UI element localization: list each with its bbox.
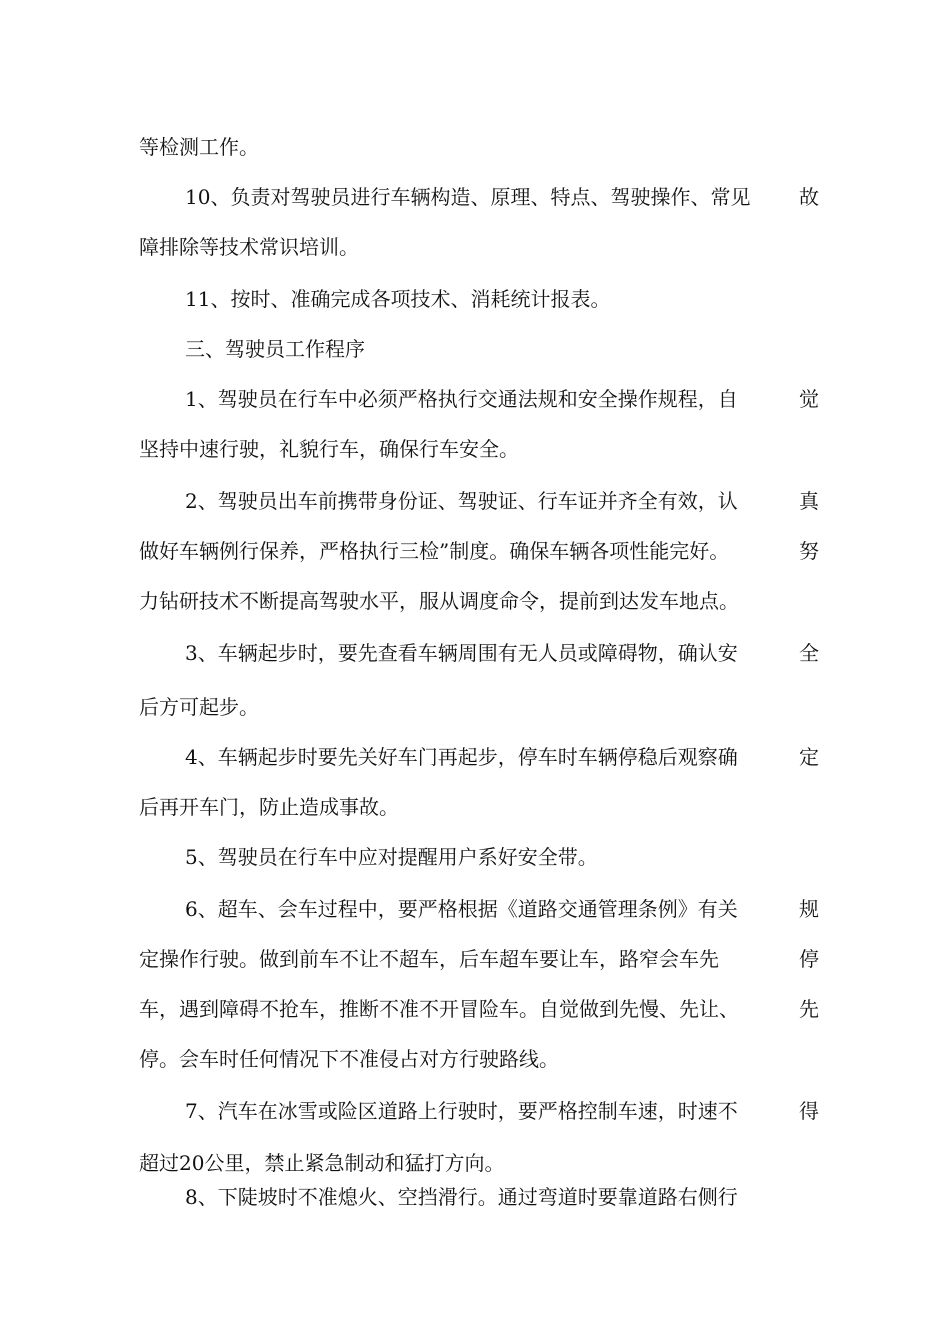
text-segment: 7、汽车在冰雪或险区道路上行驶时，要严格控制车速，时速不 xyxy=(185,1099,738,1123)
text-line xyxy=(139,286,819,312)
text-line xyxy=(139,234,819,260)
text-segment: 后方可起步。 xyxy=(139,695,259,719)
text-segment: 觉 xyxy=(799,387,819,411)
text-line xyxy=(139,996,819,1022)
text-segment: 超过20公里，禁止紧急制动和猛打方向。 xyxy=(139,1151,505,1175)
text-segment: 等检测工作。 xyxy=(139,135,259,159)
text-line xyxy=(139,744,819,770)
text-segment: 故 xyxy=(799,185,819,209)
text-line xyxy=(139,134,819,160)
text-segment: 努 xyxy=(799,539,819,563)
text-line xyxy=(139,694,819,720)
text-segment: 全 xyxy=(799,641,819,665)
text-segment: 10、负责对驾驶员进行车辆构造、原理、特点、驾驶操作、常见 xyxy=(185,185,751,209)
text-segment: 障排除等技术常识培训。 xyxy=(139,235,359,259)
text-segment: 2、驾驶员出车前携带身份证、驾驶证、行车证并齐全有效，认 xyxy=(185,489,738,513)
text-segment: 5、驾驶员在行车中应对提醒用户系好安全带。 xyxy=(185,845,598,869)
text-segment: 做好车辆例行保养，严格执行三检”制度。确保车辆各项性能完好。 xyxy=(139,539,730,563)
text-segment: 车，遇到障碍不抢车，推断不准不开冒险车。自觉做到先慢、先让、 xyxy=(139,997,739,1021)
text-line xyxy=(139,1046,819,1072)
text-line xyxy=(139,896,819,922)
text-segment: 11、按时、准确完成各项技术、消耗统计报表。 xyxy=(185,287,611,311)
text-line xyxy=(139,794,819,820)
text-segment: 真 xyxy=(799,489,819,513)
text-segment: 力钻研技术不断提高驾驶水平，服从调度命令，提前到达发车地点。 xyxy=(139,589,739,613)
text-segment: 先 xyxy=(799,997,819,1021)
text-segment: 规 xyxy=(799,897,819,921)
text-line xyxy=(139,488,819,514)
text-segment: 定 xyxy=(799,745,819,769)
text-line xyxy=(139,946,819,972)
text-line xyxy=(139,844,819,870)
text-segment: 6、超车、会车过程中，要严格根据《道路交通管理条例》有关 xyxy=(185,897,738,921)
text-line xyxy=(139,386,819,412)
text-line xyxy=(139,640,819,666)
text-line xyxy=(139,184,819,210)
section-heading xyxy=(139,336,819,362)
text-segment: 1、驾驶员在行车中必须严格执行交通法规和安全操作规程，自 xyxy=(185,387,738,411)
text-line xyxy=(139,588,819,614)
text-segment: 后再开车门，防止造成事故。 xyxy=(139,795,399,819)
text-segment: 坚持中速行驶，礼貌行车，确保行车安全。 xyxy=(139,437,519,461)
text-segment: 4、车辆起步时要先关好车门再起步，停车时车辆停稳后观察确 xyxy=(185,745,738,769)
text-segment: 三、驾驶员工作程序 xyxy=(185,337,365,361)
text-segment: 停。会车时任何情况下不准侵占对方行驶路线。 xyxy=(139,1047,559,1071)
text-line xyxy=(139,538,819,564)
text-line xyxy=(139,1150,819,1176)
text-segment: 8、下陡坡时不准熄火、空挡滑行。通过弯道时要靠道路右侧行 xyxy=(185,1185,738,1209)
text-segment: 停 xyxy=(799,947,819,971)
text-segment: 得 xyxy=(799,1099,819,1123)
text-segment: 定操作行驶。做到前车不让不超车，后车超车要让车，路窄会车先 xyxy=(139,947,719,971)
text-line xyxy=(139,1098,819,1124)
text-line xyxy=(139,1184,819,1210)
text-segment: 3、车辆起步时，要先查看车辆周围有无人员或障碍物，确认安 xyxy=(185,641,738,665)
text-line xyxy=(139,436,819,462)
